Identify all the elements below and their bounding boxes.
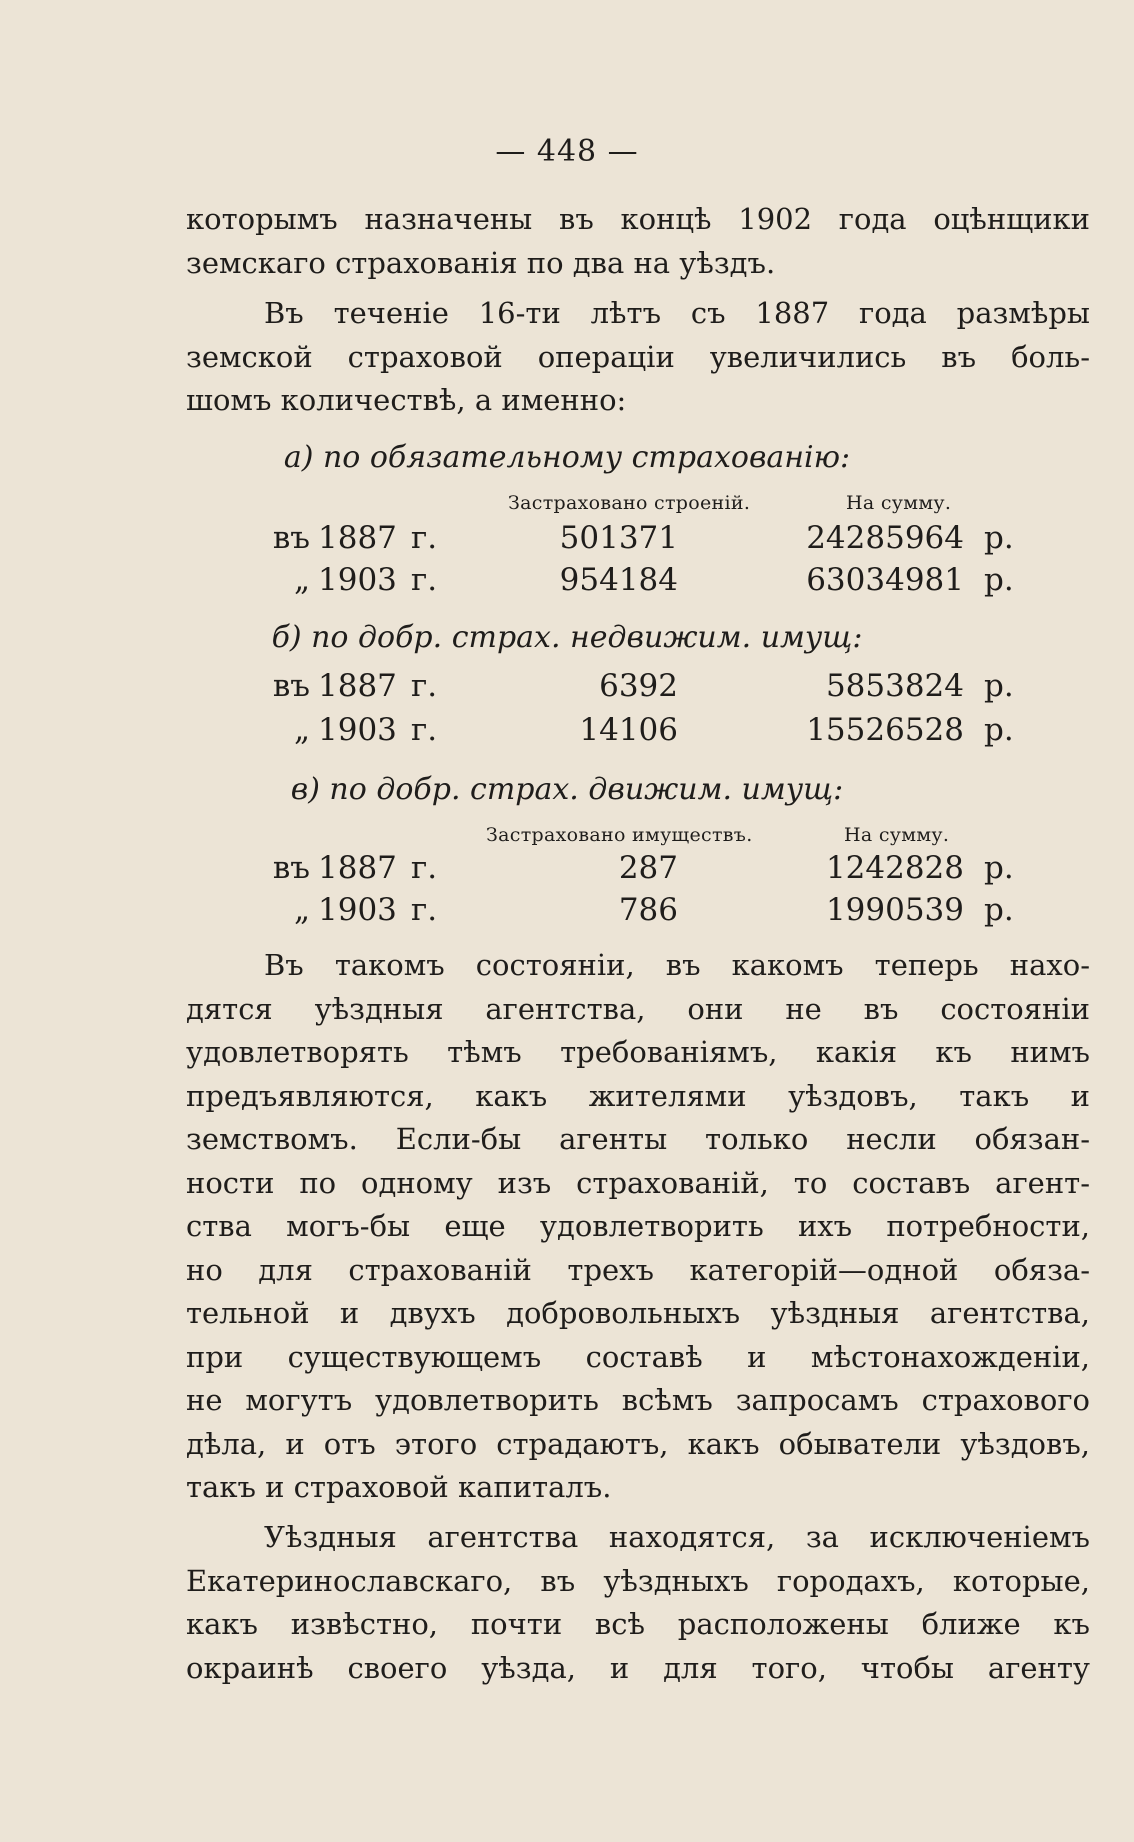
- text-line: удовлетворять тѣмъ требованіямъ, какія къ нимъ: [186, 1035, 1090, 1069]
- row-count: 6392: [599, 668, 678, 704]
- text-line: такъ и страховой капиталъ.: [186, 1470, 612, 1504]
- section-heading-voluntary-movables: в) по добр. страх. движим. имущ:: [290, 772, 844, 807]
- row-count: 954184: [559, 562, 678, 598]
- table-row: [0, 850, 1134, 890]
- paragraph-growth: [186, 292, 1090, 423]
- row-year-suffix: г.: [411, 668, 438, 704]
- paragraph-agencies-state: [186, 944, 1090, 1510]
- row-year: 1887: [318, 668, 397, 704]
- row-count: 501371: [559, 520, 678, 556]
- column-header-sum: На сумму.: [846, 492, 952, 514]
- row-sum: 1990539: [825, 892, 964, 928]
- text-line: ности по одному изъ страхованій, то составъ агент-: [186, 1165, 1090, 1200]
- row-year-suffix: г.: [411, 712, 438, 748]
- table-row: [0, 712, 1134, 752]
- row-prefix: въ: [272, 668, 310, 704]
- row-year: 1887: [318, 520, 397, 556]
- text-line: тельной и двухъ добровольныхъ уѣздныя агентства,: [186, 1296, 1090, 1330]
- row-prefix: „: [293, 562, 310, 598]
- text-line: какъ извѣстно, почти всѣ расположены ближе къ: [186, 1607, 1090, 1641]
- text-line: шомъ количествѣ, а именно:: [186, 383, 627, 417]
- row-year: 1887: [318, 850, 397, 886]
- text-line: Въ теченіе 16-ти лѣтъ съ 1887 года размѣры: [264, 296, 1090, 330]
- row-year-suffix: г.: [411, 850, 438, 886]
- intro-paragraph: [186, 198, 1090, 285]
- row-currency: р.: [984, 668, 1014, 704]
- row-year-suffix: г.: [411, 520, 438, 556]
- row-year-suffix: г.: [411, 892, 438, 928]
- page-number: — 448 —: [495, 134, 639, 169]
- row-sum: 5853824: [825, 668, 964, 704]
- row-count: 14106: [579, 712, 678, 748]
- row-currency: р.: [984, 712, 1014, 748]
- column-header-sum: На сумму.: [844, 824, 950, 846]
- table-row: [0, 892, 1134, 932]
- row-sum: 1242828: [825, 850, 964, 886]
- row-sum: 15526528: [806, 712, 964, 748]
- row-year-suffix: г.: [411, 562, 438, 598]
- row-year: 1903: [318, 892, 397, 928]
- row-count: 287: [618, 850, 678, 886]
- text-line: которымъ назначены въ концѣ 1902 года оцѣнщики: [186, 202, 1090, 236]
- table-row: [0, 520, 1134, 560]
- text-line: Екатеринославскаго, въ уѣздныхъ городахъ, которые,: [186, 1563, 1090, 1598]
- text-line: при существующемъ составѣ и мѣстонахожденіи,: [186, 1339, 1090, 1374]
- text-line: дятся уѣздныя агентства, они не въ состояніи: [186, 991, 1090, 1026]
- row-prefix: „: [293, 892, 310, 928]
- row-sum: 24285964: [806, 520, 964, 556]
- row-prefix: въ: [272, 520, 310, 556]
- section-heading-voluntary-realty: б) по добр. страх. недвижим. имущ:: [271, 620, 863, 655]
- row-year: 1903: [318, 712, 397, 748]
- row-prefix: въ: [272, 850, 310, 886]
- paragraph-agencies-location: [186, 1516, 1090, 1690]
- text-line: земской страховой операціи увеличились въ боль-: [186, 339, 1090, 374]
- row-currency: р.: [984, 562, 1014, 598]
- text-line: не могутъ удовлетворить всѣмъ запросамъ страхового: [186, 1383, 1090, 1417]
- row-sum: 63034981: [806, 562, 964, 598]
- text-line: земскаго страхованія по два на уѣздъ.: [186, 245, 776, 280]
- row-count: 786: [618, 892, 678, 928]
- row-year: 1903: [318, 562, 397, 598]
- text-line: предъявляются, какъ жителями уѣздовъ, такъ и: [186, 1078, 1090, 1113]
- row-prefix: „: [293, 712, 310, 748]
- section-heading-obligatory: а) по обязательному страхованію:: [283, 440, 851, 475]
- text-line: но для страхованій трехъ категорій—одной обяза-: [186, 1252, 1090, 1287]
- text-line: Въ такомъ состояніи, въ какомъ теперь нахо-: [264, 948, 1090, 982]
- row-currency: р.: [984, 850, 1014, 886]
- text-line: окраинѣ своего уѣзда, и для того, чтобы агенту: [186, 1650, 1090, 1685]
- row-currency: р.: [984, 892, 1014, 928]
- column-header-insured-buildings: Застраховано строеній.: [508, 492, 751, 514]
- text-line: Уѣздныя агентства находятся, за исключеніемъ: [264, 1520, 1090, 1554]
- table-row: [0, 562, 1134, 602]
- text-line: земствомъ. Если-бы агенты только несли обязан-: [186, 1122, 1090, 1156]
- row-currency: р.: [984, 520, 1014, 556]
- text-line: дѣла, и отъ этого страдаютъ, какъ обыватели уѣздовъ,: [186, 1426, 1090, 1461]
- table-row: [0, 668, 1134, 708]
- text-line: ства могъ-бы еще удовлетворить ихъ потребности,: [186, 1209, 1090, 1243]
- column-header-insured-property: Застраховано имуществъ.: [486, 824, 753, 846]
